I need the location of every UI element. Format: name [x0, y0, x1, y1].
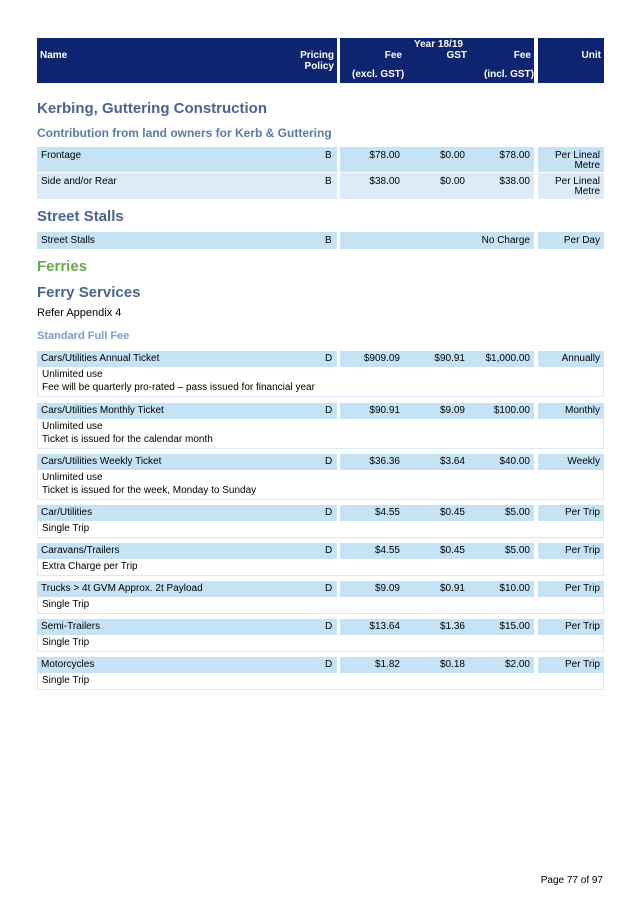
- row-name: Semi-Trailers: [41, 621, 101, 632]
- row-unit-line1: Per Lineal: [554, 176, 600, 187]
- row-name: Cars/Utilities Weekly Ticket: [41, 456, 162, 467]
- description-line1: Unlimited use: [42, 369, 103, 380]
- description-line1: Unlimited use: [42, 421, 103, 432]
- row-total: $100.00: [493, 405, 530, 416]
- row-fee: $1.82: [374, 659, 400, 670]
- row-fee: $78.00: [369, 150, 400, 161]
- row-description: [37, 597, 604, 614]
- table-row-weekly-ticket: [37, 454, 604, 470]
- row-fee: $4.55: [374, 545, 400, 556]
- row-unit: Per Trip: [564, 545, 600, 556]
- description-line2: Ticket is issued for the week, Monday to Sunday: [42, 485, 257, 496]
- note-refer-appendix: Refer Appendix 4: [37, 307, 122, 319]
- table-row-monthly-ticket: [37, 403, 604, 419]
- row-unit: Monthly: [564, 405, 600, 416]
- section-standard-full-fee: Standard Full Fee: [37, 330, 130, 342]
- row-name: Side and/or Rear: [41, 176, 117, 187]
- row-description: [37, 367, 604, 397]
- row-name: Trucks > 4t GVM Approx. 2t Payload: [41, 583, 203, 594]
- row-unit: Per Trip: [564, 583, 600, 594]
- description-line1: Extra Charge per Trip: [42, 561, 138, 572]
- table-row-trucks: [37, 581, 604, 597]
- row-gst: $0.18: [439, 659, 465, 670]
- row-name: Motorcycles: [41, 659, 95, 670]
- row-total: $5.00: [504, 545, 530, 556]
- row-policy: D: [325, 545, 333, 556]
- header-fee-incl-label: Fee: [513, 50, 531, 61]
- row-total: $15.00: [499, 621, 530, 632]
- header-fee-columns: [340, 38, 534, 83]
- row-total: $78.00: [499, 150, 530, 161]
- row-total: $38.00: [499, 176, 530, 187]
- row-description: [37, 635, 604, 652]
- section-title-ferries: Ferries: [37, 258, 88, 275]
- row-name: Street Stalls: [41, 235, 95, 246]
- row-total: $40.00: [499, 456, 530, 467]
- row-unit: Annually: [561, 353, 600, 364]
- row-gst: $0.45: [439, 545, 465, 556]
- row-fee: $9.09: [374, 583, 400, 594]
- row-name: Car/Utilities: [41, 507, 93, 518]
- row-policy: B: [325, 176, 332, 187]
- table-row-car-utilities: [37, 505, 604, 521]
- row-gst: $1.36: [439, 621, 465, 632]
- header-gst-label: GST: [446, 50, 467, 61]
- header-year-label: Year 18/19: [414, 39, 463, 50]
- row-description: [37, 419, 604, 449]
- row-unit-line2: Metre: [574, 160, 600, 171]
- table-row-caravans-trailers: [37, 543, 604, 559]
- row-total: $2.00: [504, 659, 530, 670]
- table-row-side-rear: [37, 173, 604, 199]
- row-policy: D: [325, 507, 333, 518]
- row-policy: D: [325, 583, 333, 594]
- row-policy: B: [325, 150, 332, 161]
- header-fee-excl-label: Fee: [384, 50, 402, 61]
- row-total: $1,000.00: [485, 353, 530, 364]
- row-fee: $909.09: [363, 353, 400, 364]
- section-subtitle-kerbing: Contribution from land owners for Kerb & Guttering: [37, 126, 332, 140]
- row-name: Cars/Utilities Annual Ticket: [41, 353, 160, 364]
- row-total: $10.00: [499, 583, 530, 594]
- row-description: [37, 521, 604, 538]
- row-gst: $0.45: [439, 507, 465, 518]
- table-row-motorcycles: [37, 657, 604, 673]
- row-unit: Per Trip: [564, 621, 600, 632]
- header-unit-column: [538, 38, 604, 83]
- table-row-street-stalls: [37, 232, 604, 249]
- section-subtitle-ferry-services: Ferry Services: [37, 284, 141, 301]
- row-name: Cars/Utilities Monthly Ticket: [41, 405, 164, 416]
- description-line1: Single Trip: [42, 675, 90, 686]
- description-line2: Fee will be quarterly pro-rated – pass issued for financial year: [42, 382, 315, 393]
- row-fee: $4.55: [374, 507, 400, 518]
- row-gst: $0.91: [439, 583, 465, 594]
- row-fee: $13.64: [369, 621, 400, 632]
- header-fee-excl-sub: (excl. GST): [352, 69, 405, 80]
- description-line1: Unlimited use: [42, 472, 103, 483]
- row-gst: $90.91: [434, 353, 465, 364]
- row-policy: B: [325, 235, 332, 246]
- header-pricing-policy-label: Pricing Policy: [300, 50, 334, 72]
- page-number: Page 77 of 97: [540, 875, 603, 886]
- description-line1: Single Trip: [42, 523, 90, 534]
- row-policy: D: [325, 353, 333, 364]
- header-unit-label: Unit: [581, 50, 601, 61]
- description-line1: Single Trip: [42, 637, 90, 648]
- row-fee: $36.36: [369, 456, 400, 467]
- row-gst: $3.64: [439, 456, 465, 467]
- table-row-semi-trailers: [37, 619, 604, 635]
- header-fee-incl-sub: (incl. GST): [484, 69, 534, 80]
- row-description: [37, 470, 604, 500]
- description-line1: Single Trip: [42, 599, 90, 610]
- description-line2: Ticket is issued for the calendar month: [42, 434, 213, 445]
- table-row-annual-ticket: [37, 351, 604, 367]
- header-name-label: Name: [40, 50, 68, 61]
- row-policy: D: [325, 621, 333, 632]
- row-unit: Per Trip: [564, 659, 600, 670]
- row-total: $5.00: [504, 507, 530, 518]
- row-gst: $0.00: [439, 150, 465, 161]
- row-fee: $38.00: [369, 176, 400, 187]
- section-title-street-stalls: Street Stalls: [37, 208, 124, 225]
- row-unit-line2: Metre: [574, 186, 600, 197]
- header-name-column: [37, 38, 337, 83]
- table-row-frontage: [37, 147, 604, 172]
- row-policy: D: [325, 659, 333, 670]
- row-unit: Per Trip: [564, 507, 600, 518]
- row-description: [37, 559, 604, 576]
- row-name: Frontage: [41, 150, 82, 161]
- row-unit: Weekly: [567, 456, 600, 467]
- row-total: No Charge: [481, 235, 530, 246]
- row-gst: $9.09: [439, 405, 465, 416]
- row-unit: Per Day: [563, 235, 600, 246]
- row-gst: $0.00: [439, 176, 465, 187]
- row-fee: $90.91: [369, 405, 400, 416]
- row-policy: D: [325, 456, 333, 467]
- row-description: [37, 673, 604, 690]
- row-policy: D: [325, 405, 333, 416]
- row-unit-line1: Per Lineal: [554, 150, 600, 161]
- section-title-kerbing: Kerbing, Guttering Construction: [37, 100, 267, 117]
- row-name: Caravans/Trailers: [41, 545, 120, 556]
